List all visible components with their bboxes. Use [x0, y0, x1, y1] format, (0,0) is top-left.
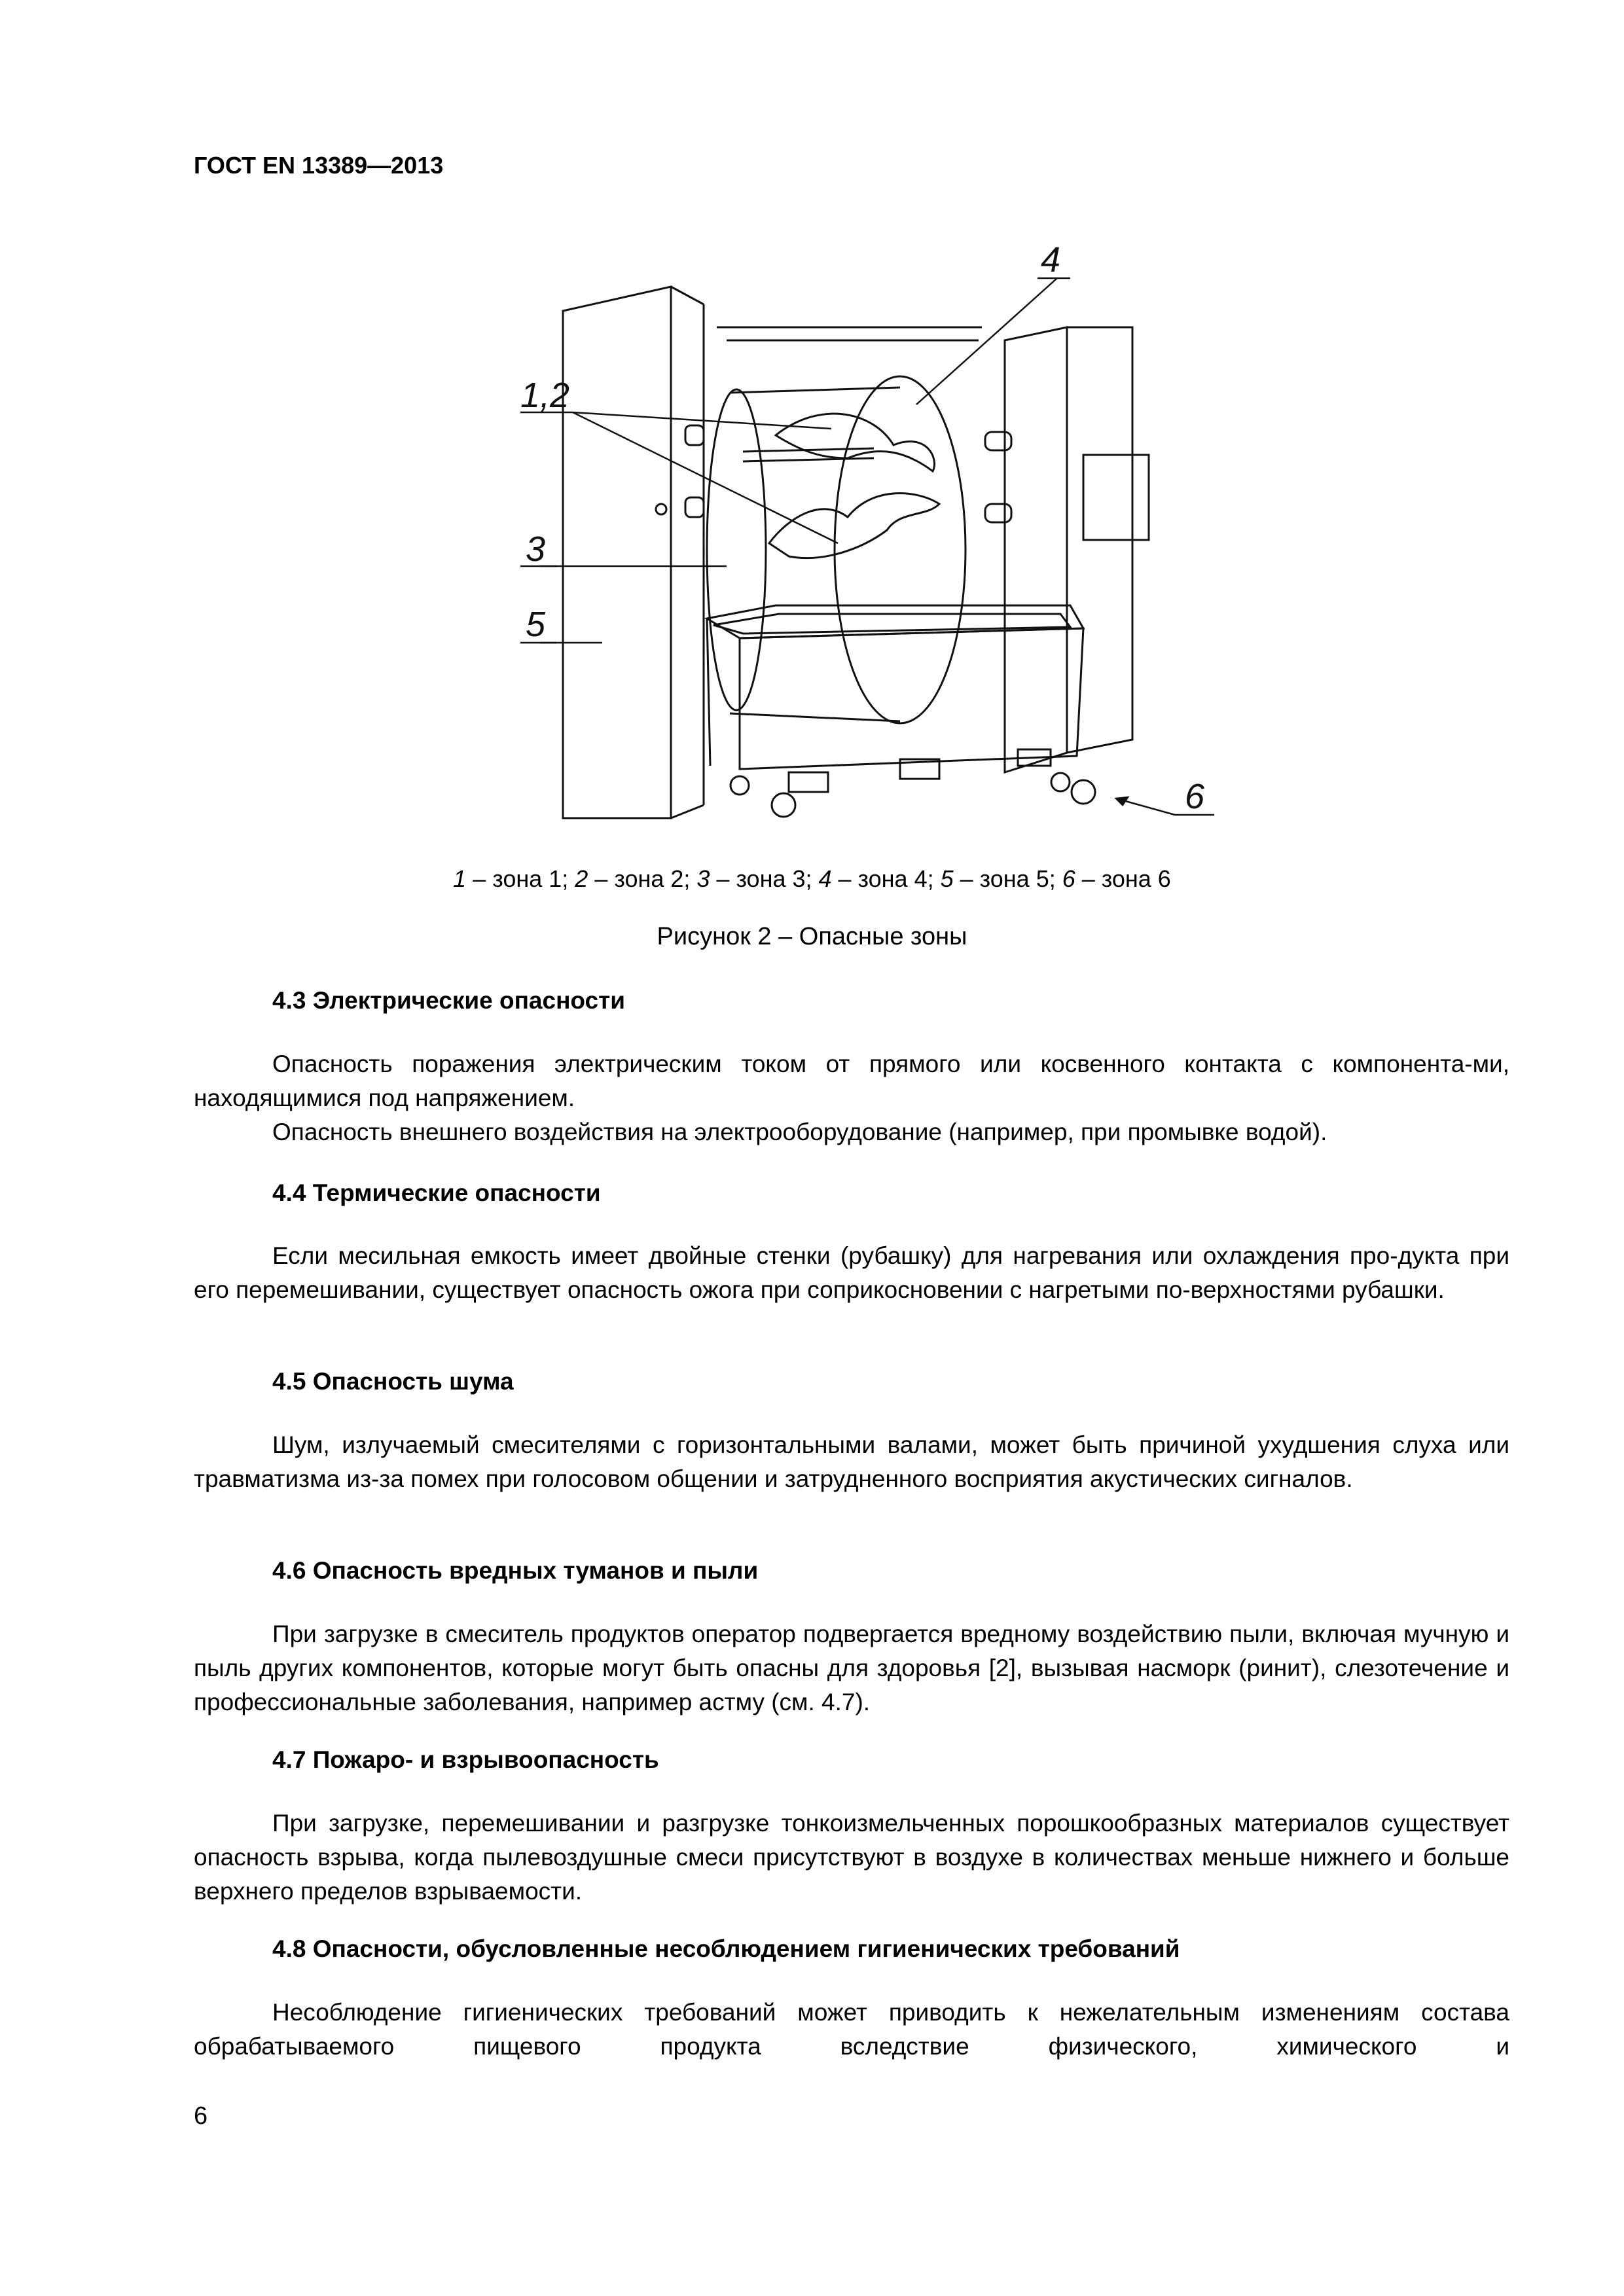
legend-num: 1 [453, 865, 467, 892]
legend-text: – зона 2; [588, 865, 697, 892]
legend-text: – зона 1; [466, 865, 575, 892]
section-heading-4-6: 4.6 Опасность вредных туманов и пыли [272, 1557, 759, 1584]
page-number: 6 [194, 2102, 208, 2130]
mixing-drum-drawing [707, 327, 982, 723]
legend-text: – зона 5; [953, 865, 1062, 892]
section-heading-4-5: 4.5 Опасность шума [272, 1368, 514, 1395]
legend-text: – зона 3; [710, 865, 819, 892]
section-4-8-paragraph-1: Несоблюдение гигиенических требований может приводить к нежелательным изменениям состава обрабатываемого пищевого продукта вследствие физического, химического и [194, 1999, 1509, 2060]
right-housing-drawing [985, 327, 1149, 772]
legend-num: 3 [696, 865, 710, 892]
figure-legend [0, 865, 1624, 893]
section-heading-4-7: 4.7 Пожаро- и взрывоопасность [272, 1746, 659, 1773]
section-4-3-paragraph-2: Опасность внешнего воздействия на электрооборудование (например, при промывке водой). [272, 1119, 1327, 1145]
section-4-7-paragraph-1: При загрузке, перемешивании и разгрузке тонкоизмельченных порошкообразных материалов существует опасность взрыва, когда пылевоздушные смеси присутствуют в воздухе в количествах меньше нижнего и больше верхнего пределов взрываемости. [194, 1810, 1509, 1905]
section-heading-4-3: 4.3 Электрические опасности [272, 987, 625, 1014]
mixer-hazard-zones-figure [481, 236, 1234, 844]
figure-title: Рисунок 2 – Опасные зоны [657, 923, 967, 950]
left-housing-drawing [563, 287, 704, 818]
trough-cart-drawing [707, 605, 1095, 817]
legend-num: 2 [575, 865, 588, 892]
document-header: ГОСТ EN 13389—2013 [194, 152, 444, 179]
legend-num: 6 [1062, 865, 1075, 892]
leader-lines [520, 278, 1214, 815]
section-4-3-paragraph-1: Опасность поражения электрическим током от прямого или косвенного контакта с компонента-ми, находящимися под напряжением. [194, 1050, 1509, 1111]
legend-text: – зона 6 [1075, 865, 1171, 892]
section-4-4-paragraph-1: Если месильная емкость имеет двойные стенки (рубашку) для нагревания или охлаждения про-дукта при его перемешивании, существует опасность ожога при соприкосновении с нагретыми по-верхностями рубашки. [194, 1242, 1509, 1303]
section-heading-4-8: 4.8 Опасности, обусловленные несоблюдением гигиенических требований [272, 1935, 1180, 1962]
section-4-5-paragraph-1: Шум, излучаемый смесителями с горизонтальными валами, может быть причиной ухудшения слуха или травматизма из-за помех при голосовом общении и затрудненного восприятия акустических сигналов. [194, 1431, 1509, 1492]
callout-3: 3 [526, 529, 546, 569]
section-heading-4-4: 4.4 Термические опасности [272, 1179, 601, 1206]
legend-num: 5 [940, 865, 954, 892]
legend-num: 4 [818, 865, 832, 892]
callout-5: 5 [526, 605, 546, 644]
section-4-6-paragraph-1: При загрузке в смеситель продуктов оператор подвергается вредному воздействию пыли, включая мучную и пыль других компонентов, которые могут быть опасны для здоровья [2], вызывая насморк (ринит), слезотечение и профессиональные заболевания, например астму (см. 4.7). [194, 1621, 1509, 1715]
callout-6: 6 [1185, 777, 1205, 816]
callout-1-2: 1,2 [520, 376, 570, 415]
legend-text: – зона 4; [831, 865, 941, 892]
callout-4: 4 [1041, 240, 1061, 279]
